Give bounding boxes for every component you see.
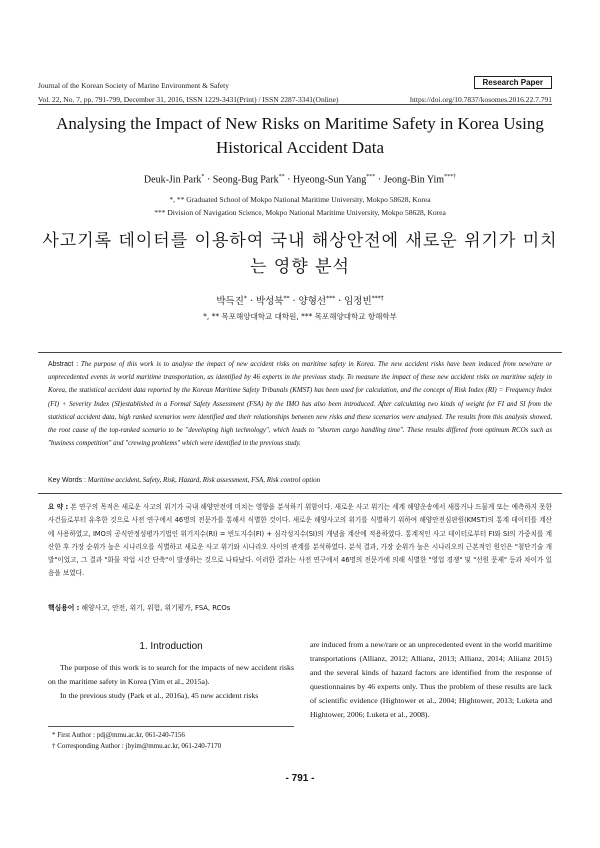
korean-abstract <box>48 501 552 581</box>
journal-volume-line: Vol. 22, No. 7, pp. 791-799, December 31, 2016, ISSN 1229-3431(Print) / ISSN 2287-3341(Online) <box>38 95 339 104</box>
korean-author-list: 박득진* · 박성북** · 양형선*** · 임정빈***† <box>216 294 384 307</box>
korean-keywords-label: 핵심용어 : <box>48 604 80 612</box>
author-name: 양형선 <box>298 296 327 307</box>
author-name: 임정빈 <box>344 296 372 307</box>
page-number: - 791 - <box>285 773 315 784</box>
author-mark: ***† <box>371 294 384 302</box>
section-heading: 1. Introduction <box>139 641 203 652</box>
author-name: 박성북 <box>255 296 284 307</box>
footnote-divider <box>48 726 294 727</box>
paragraph: In the previous study (Park et al., 2016a), 45 new accident risks <box>60 691 259 700</box>
author-name: 박득진 <box>216 296 244 307</box>
affiliation: *** Division of Navigation Science, Mokpo National Maritime University, Mokpo 58628, Korea <box>154 208 446 217</box>
header-divider <box>38 104 552 105</box>
korean-keywords <box>48 602 552 612</box>
author-mark: * <box>243 294 247 302</box>
paragraph: are induced from a new/rare or an unprecedented event in the world maritime transportations (Allianz, 2012; Allianz, 2013; Allianz, 2014; Aliianz 2015) and the several kinds of hazard factors are identified from the response of questionnaires by 46 experts only. Thus the problem of these results are lack of scientific evidence (Hightower et al., 2004; Hightower, 2013; Luketa and Hightower, 2006; Luketa et al., 2008). <box>310 640 552 719</box>
author-mark: ** <box>283 294 290 302</box>
footnote-first-author: * First Author : pdj@mmu.ac.kr, 061-240-7156 <box>52 731 185 739</box>
author-mark: * <box>201 174 205 180</box>
right-column <box>310 638 552 722</box>
journal-name: Journal of the Korean Society of Marine Environment & Safety <box>38 81 229 90</box>
abstract <box>48 358 552 450</box>
keywords <box>48 476 552 484</box>
paragraph: The purpose of this work is to search for the impacts of new accident risks on the maritime safety in Korea (Yim et al., 2015a). <box>48 663 294 686</box>
footnote-corresponding-author: † Corresponding Author : jbyim@mmu.ac.kr, 061-240-7170 <box>52 742 222 750</box>
author-name: Jeong-Bin Yim <box>383 174 445 186</box>
abstract-label: Abstract : <box>48 361 79 368</box>
author-name: Hyeong-Sun Yang <box>292 174 367 186</box>
abstract-text: The purpose of this work is to analyse the impact of new accident risks on maritime safety in Korea. The new accident risks have been induced from new/rare or unprecedented events in world maritime transportation, as identified by 46 experts in the previous study. To measure the impact of these new accident risks on maritime safety in Korea, the statistical accident data reported by the Korean Maritime Safety Tribunals (KMST) has been used for calculation, and the concept of Risk Index (RI) = Frequency Index (FI) + Severity Index (SI)established in a Formal Safety Assessment (FSA) by the IMO has also been introduced. After calculating two kinds of weight for FI and SI from the statistical accident data, high ranked scenarios were identified and their relationships between new risks and these scenarios were analysed. The results from this analysis showed, the root cause of the top-ranked scenario to be "developing high technology", which leads to "shorten cargo handling time". These results differed from optimum RCOs such as "business competition" and "crewing problems" which were identified in the previous study. <box>48 361 552 448</box>
abstract-divider-bottom <box>38 493 562 494</box>
author-name: Deuk-Jin Park <box>143 174 202 186</box>
korean-affiliation: *, ** 목포해양대학교 대학원, *** 목포해양대학교 항해학부 <box>203 312 397 321</box>
korean-abstract-label: 요 약 : <box>48 503 69 511</box>
author-mark: ***† <box>444 174 457 180</box>
left-column <box>48 661 294 703</box>
keywords-text: Maritime accident, Safety, Risk, Hazard, Risk assessment, FSA, Risk control option <box>87 476 321 484</box>
korean-title: 사고기록 데이터를 이용하여 국내 해상안전에 새로운 위기가 미치는 영향 분석 <box>42 231 558 277</box>
author-list: Deuk-Jin Park* · Seong-Bug Park** · Hyeong-Sun Yang*** · Jeong-Bin Yim***† <box>143 174 457 186</box>
korean-keywords-text: 해양사고, 안전, 위기, 위험, 위기평가, FSA, RCOs <box>81 604 231 612</box>
paper-title: Analysing the Impact of New Risks on Maritime Safety in Korea Using Historical Accident Data <box>56 114 544 157</box>
author-mark: *** <box>366 174 376 180</box>
keywords-label: Key Words : <box>48 477 86 484</box>
abstract-divider-top <box>38 352 562 353</box>
article-type-badge: Research Paper <box>474 76 552 89</box>
author-mark: ** <box>278 174 285 180</box>
author-mark: *** <box>326 294 336 302</box>
doi-link[interactable]: https://doi.org/10.7837/kosomes.2016.22.7.791 <box>410 95 552 104</box>
affiliation: *, ** Graduated School of Mokpo National Maritime University, Mokpo 58628, Korea <box>169 195 431 204</box>
author-name: Seong-Bug Park <box>212 174 279 186</box>
korean-abstract-text: 본 연구의 목적은 새로운 사고의 위기가 국내 해양안전에 미치는 영향을 분석하기 위함이다. 새로운 사고 위기는 세계 해양운송에서 새롭거나 드물게 또는 예측하지 못한 사건들로부터 유추한 것으로 사전 연구에서 46명의 전문가를 통해서 식별한 것이다. 새로운 해양사고의 위기를 식별하기 위하여 해양안전심판원(KMST)의 통계 데이터를 계산에 사용하였고, IMO의 공식안정성평가기법인 위기지수(RI) = 빈도지수(FI) + 심각성지수(SI)의 개념을 계산에 적용하였다. 통계적인 사고 데이터로부터 FI와 SI의 가중치를 계산한 후 가장 순위가 높은 시나리오를 식별하고 새로운 사고 위기와 시나리오 사이의 관계를 분석하였다. 분석 결과, 가장 순위가 높은 시나리오의 근본적인 원인은 "첨단기술 개발"이었고, 그 결과 "화물 작업 시간 단축"이 발생하는 것으로 나타났다. 이러한 결과는 사전 연구에서 46명의 전문가에 의해 식별한 "영업 경쟁" 및 "선원 문제" 등과 차이가 있음을 보였다. <box>48 503 552 578</box>
